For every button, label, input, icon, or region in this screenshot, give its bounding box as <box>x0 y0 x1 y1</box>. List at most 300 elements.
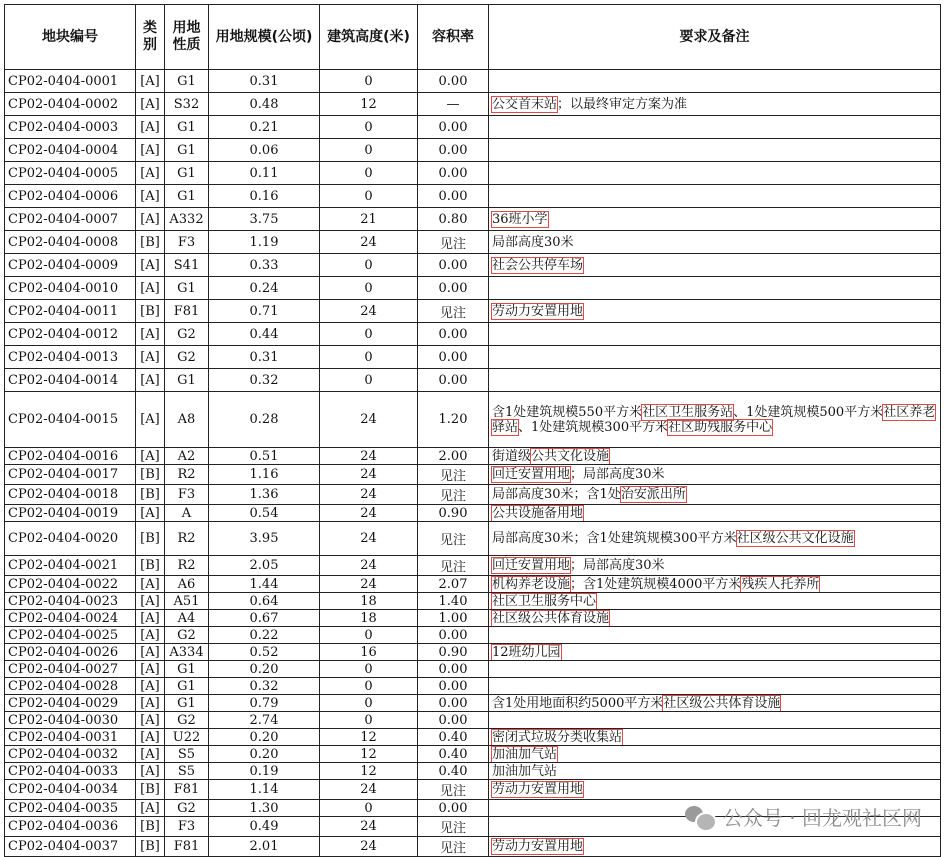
note-text: 、1处建筑规模500平方米 <box>733 404 884 420</box>
cell-height: 24 <box>320 576 418 593</box>
cell-height: 18 <box>320 593 418 610</box>
cell-height: 12 <box>320 746 418 763</box>
cell-area: 2.01 <box>209 837 320 857</box>
table-row <box>5 522 941 556</box>
cell-use: G1 <box>165 369 209 392</box>
cell-note <box>489 627 941 644</box>
cell-note <box>489 678 941 695</box>
table-row <box>5 712 941 729</box>
table-row <box>5 323 941 346</box>
cell-height: 12 <box>320 729 418 746</box>
cell-height: 24 <box>320 300 418 323</box>
cell-use: F3 <box>165 817 209 837</box>
note-text: ；以最终审定方案为准 <box>557 96 688 112</box>
cell-height: 0 <box>320 323 418 346</box>
cell-use: G1 <box>165 661 209 678</box>
table-row <box>5 208 941 231</box>
cell-id: CP02-0404-0018 <box>5 485 136 505</box>
cell-far: 见注 <box>418 817 489 837</box>
cell-area: 0.64 <box>209 593 320 610</box>
cell-cat: [A] <box>136 593 165 610</box>
cell-area: 0.20 <box>209 661 320 678</box>
cell-height: 0 <box>320 277 418 300</box>
highlighted-facility: 公共设施备用地 <box>492 505 584 521</box>
cell-id: CP02-0404-0013 <box>5 346 136 369</box>
cell-use: A334 <box>165 644 209 661</box>
cell-cat: [A] <box>136 346 165 369</box>
cell-far: 0.00 <box>418 678 489 695</box>
cell-area: 0.44 <box>209 323 320 346</box>
cell-height: 21 <box>320 208 418 231</box>
cell-use: R2 <box>165 556 209 576</box>
cell-far: 0.00 <box>418 800 489 817</box>
cell-height: 24 <box>320 522 418 556</box>
table-row <box>5 185 941 208</box>
cell-use: S32 <box>165 93 209 116</box>
cell-area: 0.20 <box>209 746 320 763</box>
cell-id: CP02-0404-0035 <box>5 800 136 817</box>
cell-far: 2.00 <box>418 448 489 465</box>
col-plot-id: 地块编号 <box>5 5 136 70</box>
cell-cat: [A] <box>136 800 165 817</box>
cell-id: CP02-0404-0037 <box>5 837 136 857</box>
cell-far: 1.00 <box>418 610 489 627</box>
table-row <box>5 505 941 522</box>
cell-far: 0.00 <box>418 139 489 162</box>
cell-cat: [A] <box>136 746 165 763</box>
cell-cat: [A] <box>136 369 165 392</box>
cell-note <box>489 93 941 116</box>
cell-cat: [A] <box>136 277 165 300</box>
cell-height: 24 <box>320 485 418 505</box>
cell-area: 1.16 <box>209 465 320 485</box>
cell-note <box>489 208 941 231</box>
wechat-icon <box>685 804 715 830</box>
cell-id: CP02-0404-0030 <box>5 712 136 729</box>
cell-id: CP02-0404-0027 <box>5 661 136 678</box>
table-row <box>5 162 941 185</box>
cell-area: 0.33 <box>209 254 320 277</box>
cell-area: 3.75 <box>209 208 320 231</box>
cell-use: S41 <box>165 254 209 277</box>
cell-far: 0.00 <box>418 70 489 93</box>
col-area: 用地规模(公顷) <box>209 5 320 70</box>
cell-far: — <box>418 93 489 116</box>
cell-far: 0.90 <box>418 644 489 661</box>
cell-use: G2 <box>165 712 209 729</box>
highlighted-facility: 社区卫生服务站 <box>642 404 734 420</box>
cell-note <box>489 661 941 678</box>
table-row <box>5 780 941 800</box>
note-text: ；局部高度30米 <box>570 467 665 482</box>
cell-height: 0 <box>320 712 418 729</box>
cell-height: 0 <box>320 185 418 208</box>
note-text: 含1处用地面积约5000平方米 <box>492 695 664 711</box>
cell-use: G1 <box>165 162 209 185</box>
cell-use: F3 <box>165 231 209 254</box>
cell-id: CP02-0404-0005 <box>5 162 136 185</box>
cell-cat: [B] <box>136 522 165 556</box>
header-row <box>5 5 941 70</box>
cell-id: CP02-0404-0014 <box>5 369 136 392</box>
cell-area: 1.19 <box>209 231 320 254</box>
col-notes: 要求及备注 <box>489 5 941 70</box>
cell-area: 1.30 <box>209 800 320 817</box>
cell-height: 0 <box>320 162 418 185</box>
cell-height: 24 <box>320 392 418 448</box>
highlighted-facility: 密闭式垃圾分类收集站 <box>492 729 623 745</box>
cell-cat: [B] <box>136 556 165 576</box>
cell-use: A <box>165 505 209 522</box>
cell-height: 0 <box>320 627 418 644</box>
cell-cat: [A] <box>136 93 165 116</box>
cell-area: 1.14 <box>209 780 320 800</box>
highlighted-facility: 社区助残服务中心 <box>668 419 773 435</box>
cell-use: G2 <box>165 323 209 346</box>
cell-use: G2 <box>165 800 209 817</box>
cell-use: G2 <box>165 627 209 644</box>
cell-far: 0.00 <box>418 627 489 644</box>
cell-far: 见注 <box>418 556 489 576</box>
cell-id: CP02-0404-0012 <box>5 323 136 346</box>
cell-id: CP02-0404-0029 <box>5 695 136 712</box>
note-text: 局部高度30米；含1处 <box>492 487 621 502</box>
cell-id: CP02-0404-0032 <box>5 746 136 763</box>
cell-cat: [A] <box>136 610 165 627</box>
cell-area: 0.32 <box>209 369 320 392</box>
table-row <box>5 593 941 610</box>
cell-height: 24 <box>320 556 418 576</box>
cell-cat: [A] <box>136 678 165 695</box>
table-row <box>5 837 941 857</box>
cell-far: 0.00 <box>418 712 489 729</box>
cell-id: CP02-0404-0025 <box>5 627 136 644</box>
cell-cat: [A] <box>136 644 165 661</box>
cell-use: G1 <box>165 695 209 712</box>
cell-use: A6 <box>165 576 209 593</box>
cell-height: 24 <box>320 465 418 485</box>
cell-area: 0.51 <box>209 448 320 465</box>
cell-id: CP02-0404-0019 <box>5 505 136 522</box>
highlighted-facility: 社区卫生服务中心 <box>492 593 597 609</box>
cell-cat: [B] <box>136 780 165 800</box>
cell-note <box>489 763 941 780</box>
cell-height: 24 <box>320 837 418 857</box>
cell-use: G1 <box>165 139 209 162</box>
cell-area: 2.74 <box>209 712 320 729</box>
cell-area: 1.36 <box>209 485 320 505</box>
cell-height: 12 <box>320 93 418 116</box>
cell-note <box>489 593 941 610</box>
cell-id: CP02-0404-0028 <box>5 678 136 695</box>
note-text: 加油加气站 <box>492 763 558 779</box>
cell-cat: [A] <box>136 729 165 746</box>
table-row <box>5 231 941 254</box>
col-category: 类别 <box>136 5 165 70</box>
cell-id: CP02-0404-0006 <box>5 185 136 208</box>
cell-id: CP02-0404-0009 <box>5 254 136 277</box>
cell-height: 0 <box>320 116 418 139</box>
cell-use: A4 <box>165 610 209 627</box>
cell-note <box>489 346 941 369</box>
highlighted-facility: 劳动力安置用地 <box>492 782 584 797</box>
cell-far: 2.07 <box>418 576 489 593</box>
cell-note <box>489 277 941 300</box>
col-land-use: 用地性质 <box>165 5 209 70</box>
cell-area: 0.24 <box>209 277 320 300</box>
cell-cat: [A] <box>136 254 165 277</box>
table-row <box>5 556 941 576</box>
cell-use: G1 <box>165 70 209 93</box>
cell-cat: [A] <box>136 70 165 93</box>
cell-use: F81 <box>165 300 209 323</box>
cell-area: 0.48 <box>209 93 320 116</box>
cell-use: F3 <box>165 485 209 505</box>
highlighted-facility: 12班幼儿园 <box>492 644 561 660</box>
cell-id: CP02-0404-0017 <box>5 465 136 485</box>
cell-use: S5 <box>165 763 209 780</box>
cell-note <box>489 522 941 556</box>
cell-id: CP02-0404-0022 <box>5 576 136 593</box>
cell-cat: [B] <box>136 300 165 323</box>
cell-use: G1 <box>165 185 209 208</box>
cell-cat: [B] <box>136 817 165 837</box>
cell-id: CP02-0404-0033 <box>5 763 136 780</box>
cell-note <box>489 369 941 392</box>
cell-note <box>489 254 941 277</box>
table-row <box>5 277 941 300</box>
cell-cat: [A] <box>136 162 165 185</box>
cell-id: CP02-0404-0034 <box>5 780 136 800</box>
cell-area: 0.52 <box>209 644 320 661</box>
cell-note <box>489 392 941 448</box>
cell-area: 0.54 <box>209 505 320 522</box>
table-row <box>5 729 941 746</box>
cell-id: CP02-0404-0007 <box>5 208 136 231</box>
cell-area: 0.28 <box>209 392 320 448</box>
cell-height: 0 <box>320 70 418 93</box>
table-row <box>5 746 941 763</box>
cell-note <box>489 300 941 323</box>
cell-note <box>489 323 941 346</box>
cell-far: 1.40 <box>418 593 489 610</box>
cell-far: 见注 <box>418 522 489 556</box>
cell-note <box>489 231 941 254</box>
cell-note <box>489 556 941 576</box>
cell-note <box>489 465 941 485</box>
cell-id: CP02-0404-0010 <box>5 277 136 300</box>
highlighted-facility: 劳动力安置用地 <box>492 839 584 854</box>
table-row <box>5 392 941 448</box>
table-row <box>5 627 941 644</box>
cell-use: R2 <box>165 522 209 556</box>
note-text: 含1处建筑规模550平方米 <box>492 404 643 420</box>
cell-use: G1 <box>165 678 209 695</box>
highlighted-facility: 加油加气站 <box>492 746 558 762</box>
cell-far: 见注 <box>418 837 489 857</box>
cell-use: A8 <box>165 392 209 448</box>
cell-far: 见注 <box>418 465 489 485</box>
land-plot-table <box>4 4 941 857</box>
cell-cat: [B] <box>136 465 165 485</box>
cell-id: CP02-0404-0024 <box>5 610 136 627</box>
cell-area: 0.67 <box>209 610 320 627</box>
cell-cat: [B] <box>136 485 165 505</box>
cell-height: 0 <box>320 139 418 162</box>
highlighted-facility: 回迁安置用地 <box>492 467 571 482</box>
cell-note <box>489 116 941 139</box>
cell-area: 0.22 <box>209 627 320 644</box>
cell-note <box>489 644 941 661</box>
cell-height: 0 <box>320 369 418 392</box>
note-text: ；局部高度30米 <box>570 558 665 573</box>
cell-id: CP02-0404-0001 <box>5 70 136 93</box>
cell-use: G1 <box>165 116 209 139</box>
cell-height: 24 <box>320 505 418 522</box>
note-text: ；含1处建筑规模4000平方米 <box>570 576 742 592</box>
table-row <box>5 465 941 485</box>
cell-height: 0 <box>320 254 418 277</box>
cell-use: F81 <box>165 837 209 857</box>
cell-note <box>489 139 941 162</box>
cell-height: 0 <box>320 678 418 695</box>
col-far: 容积率 <box>418 5 489 70</box>
table-row <box>5 254 941 277</box>
cell-id: CP02-0404-0011 <box>5 300 136 323</box>
table-row <box>5 644 941 661</box>
cell-height: 0 <box>320 695 418 712</box>
cell-id: CP02-0404-0002 <box>5 93 136 116</box>
cell-note <box>489 162 941 185</box>
cell-cat: [A] <box>136 139 165 162</box>
cell-note <box>489 746 941 763</box>
cell-far: 0.00 <box>418 346 489 369</box>
table-row <box>5 610 941 627</box>
cell-use: A2 <box>165 448 209 465</box>
cell-cat: [A] <box>136 323 165 346</box>
cell-far: 1.20 <box>418 392 489 448</box>
col-height: 建筑高度(米) <box>320 5 418 70</box>
cell-id: CP02-0404-0021 <box>5 556 136 576</box>
cell-area: 0.71 <box>209 300 320 323</box>
cell-height: 0 <box>320 661 418 678</box>
cell-id: CP02-0404-0004 <box>5 139 136 162</box>
table-row <box>5 300 941 323</box>
cell-far: 见注 <box>418 485 489 505</box>
cell-area: 0.31 <box>209 346 320 369</box>
cell-far: 0.90 <box>418 505 489 522</box>
highlighted-facility: 治安派出所 <box>620 487 686 502</box>
highlighted-facility: 残疾人托养所 <box>741 576 820 592</box>
table-row <box>5 448 941 465</box>
table-row <box>5 678 941 695</box>
cell-use: A332 <box>165 208 209 231</box>
table-row <box>5 93 941 116</box>
table-row <box>5 485 941 505</box>
cell-cat: [B] <box>136 837 165 857</box>
table-row <box>5 576 941 593</box>
cell-cat: [A] <box>136 392 165 448</box>
cell-height: 12 <box>320 763 418 780</box>
highlighted-facility: 社区级公共文化设施 <box>736 531 854 546</box>
cell-use: G2 <box>165 346 209 369</box>
cell-id: CP02-0404-0003 <box>5 116 136 139</box>
table-row <box>5 116 941 139</box>
cell-far: 0.00 <box>418 277 489 300</box>
cell-cat: [A] <box>136 576 165 593</box>
cell-cat: [A] <box>136 448 165 465</box>
cell-note <box>489 70 941 93</box>
cell-note <box>489 780 941 800</box>
watermark-text: 公众号 · 回龙观社区网 <box>722 806 922 830</box>
cell-height: 24 <box>320 448 418 465</box>
cell-far: 0.80 <box>418 208 489 231</box>
cell-far: 0.00 <box>418 162 489 185</box>
table-row <box>5 763 941 780</box>
cell-use: G1 <box>165 277 209 300</box>
cell-far: 见注 <box>418 231 489 254</box>
cell-area: 0.49 <box>209 817 320 837</box>
note-text: 局部高度30米 <box>492 234 574 250</box>
cell-far: 0.40 <box>418 763 489 780</box>
cell-use: S5 <box>165 746 209 763</box>
cell-far: 0.00 <box>418 695 489 712</box>
highlighted-facility: 社区级公共体育设施 <box>492 610 610 626</box>
cell-area: 0.31 <box>209 70 320 93</box>
cell-area: 0.19 <box>209 763 320 780</box>
cell-far: 0.00 <box>418 185 489 208</box>
highlighted-facility: 劳动力安置用地 <box>492 303 584 319</box>
note-text: 街道级 <box>492 448 532 464</box>
cell-far: 0.00 <box>418 369 489 392</box>
cell-note <box>489 576 941 593</box>
table-row <box>5 346 941 369</box>
cell-far: 0.00 <box>418 661 489 678</box>
cell-cat: [A] <box>136 763 165 780</box>
cell-use: A51 <box>165 593 209 610</box>
cell-id: CP02-0404-0020 <box>5 522 136 556</box>
cell-height: 0 <box>320 800 418 817</box>
table-row <box>5 369 941 392</box>
cell-area: 0.21 <box>209 116 320 139</box>
cell-note <box>489 712 941 729</box>
cell-height: 16 <box>320 644 418 661</box>
cell-far: 见注 <box>418 300 489 323</box>
cell-note <box>489 610 941 627</box>
cell-far: 0.40 <box>418 729 489 746</box>
cell-area: 3.95 <box>209 522 320 556</box>
cell-height: 24 <box>320 231 418 254</box>
cell-area: 0.16 <box>209 185 320 208</box>
cell-id: CP02-0404-0016 <box>5 448 136 465</box>
cell-far: 0.00 <box>418 254 489 277</box>
cell-cat: [A] <box>136 627 165 644</box>
cell-height: 0 <box>320 346 418 369</box>
highlighted-facility: 社区养老驿站 <box>492 404 936 435</box>
cell-id: CP02-0404-0026 <box>5 644 136 661</box>
cell-id: CP02-0404-0023 <box>5 593 136 610</box>
cell-note <box>489 185 941 208</box>
cell-cat: [A] <box>136 661 165 678</box>
cell-cat: [A] <box>136 712 165 729</box>
cell-far: 0.40 <box>418 746 489 763</box>
table-row <box>5 139 941 162</box>
cell-id: CP02-0404-0036 <box>5 817 136 837</box>
highlighted-facility: 公交首末站 <box>492 96 558 112</box>
cell-note <box>489 729 941 746</box>
highlighted-facility: 36班小学 <box>492 211 548 227</box>
table-row <box>5 695 941 712</box>
